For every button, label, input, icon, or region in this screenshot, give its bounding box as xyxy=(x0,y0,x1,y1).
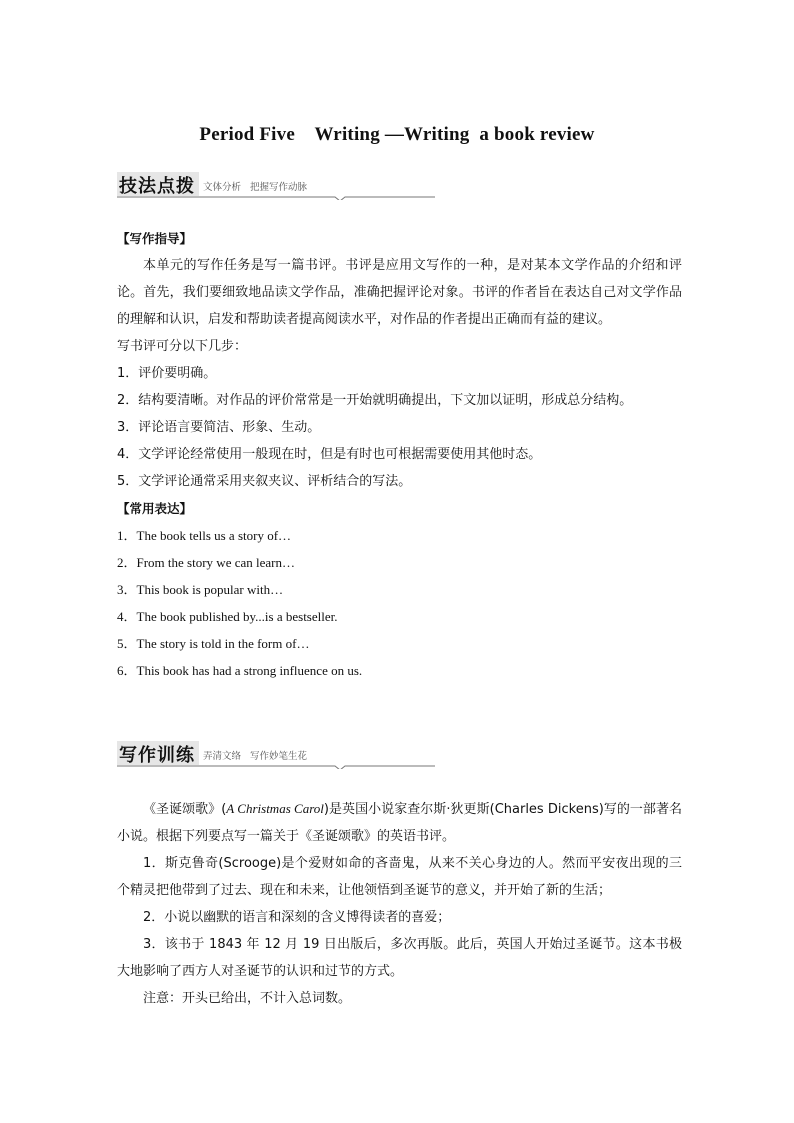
task-point: 3．该书于 1843 年 12 月 19 日出版后，多次再版。此后，英国人开始过圣诞节。这本书极大地影响了西方人对圣诞节的认识和过节的方式。 xyxy=(117,937,682,979)
section-heading: 技法点拨 xyxy=(119,176,195,197)
task-intro-paragraph xyxy=(117,795,682,850)
section-header-practice xyxy=(117,741,437,769)
writing-guide xyxy=(117,225,682,684)
expression-item: 3．This book is popular with… xyxy=(117,582,284,597)
section-subtitle: 文体分析 把握写作动脉 xyxy=(203,182,308,193)
section-subtitle: 弄清文络 写作妙笔生花 xyxy=(203,751,308,762)
steps-intro: 写书评可分以下几步： xyxy=(117,339,248,354)
expression-item: 1．The book tells us a story of… xyxy=(117,528,292,543)
step-item: 4．文学评论经常使用一般现在时，但是有时也可根据需要使用其他时态。 xyxy=(117,447,542,462)
label-common-expressions: 【常用表达】 xyxy=(117,501,193,516)
step-item: 2．结构要清晰。对作品的评价常常是一开始就明确提出，下文加以证明，形成总分结构。 xyxy=(117,393,633,408)
page-title: Period Five Writing —Writing a book review xyxy=(199,124,595,145)
task-note: 注意：开头已给出，不计入总词数。 xyxy=(143,991,352,1006)
step-item: 5．文学评论通常采用夹叙夹议、评析结合的写法。 xyxy=(117,474,412,489)
label-writing-guide: 【写作指导】 xyxy=(117,231,193,246)
task-intro-part: 《圣诞颂歌》( xyxy=(143,802,227,817)
step-item: 1．评价要明确。 xyxy=(117,366,217,381)
expression-item: 4．The book published by...is a bestseller. xyxy=(117,609,338,624)
expression-item: 6．This book has had a strong influence on us. xyxy=(117,663,363,678)
section-header-tips xyxy=(117,172,437,200)
expression-item: 5．The story is told in the form of… xyxy=(117,636,310,651)
writing-task xyxy=(117,795,682,1012)
section-heading: 写作训练 xyxy=(119,745,195,766)
guide-intro-paragraph: 本单元的写作任务是写一篇书评。书评是应用文写作的一种，是对某本文学作品的介绍和评论。首先，我们要细致地品读文学作品，准确把握评论对象。书评的作者旨在表达自己对文学作品的理解和认识，启发和帮助读者提高阅读水平，对作品的作者提出正确而有益的建议。 xyxy=(117,258,682,327)
task-intro-part: )是英国小说家查尔斯·狄更斯(Charles Dickens)写的一部著名小说。根据下列要点写一篇关于《圣诞颂歌》的英语书评。 xyxy=(117,802,682,844)
task-point: 1．斯克鲁奇(Scrooge)是个爱财如命的吝啬鬼，从来不关心身边的人。然而平安夜出现的三个精灵把他带到了过去、现在和未来，让他领悟到圣诞节的意义，并开始了新的生活； xyxy=(117,856,682,898)
step-item: 3．评论语言要简洁、形象、生动。 xyxy=(117,420,321,435)
task-point: 2．小说以幽默的语言和深刻的含义博得读者的喜爱； xyxy=(143,910,451,925)
expression-item: 2．From the story we can learn… xyxy=(117,555,295,570)
book-title-italic: A Christmas Carol xyxy=(226,801,324,816)
